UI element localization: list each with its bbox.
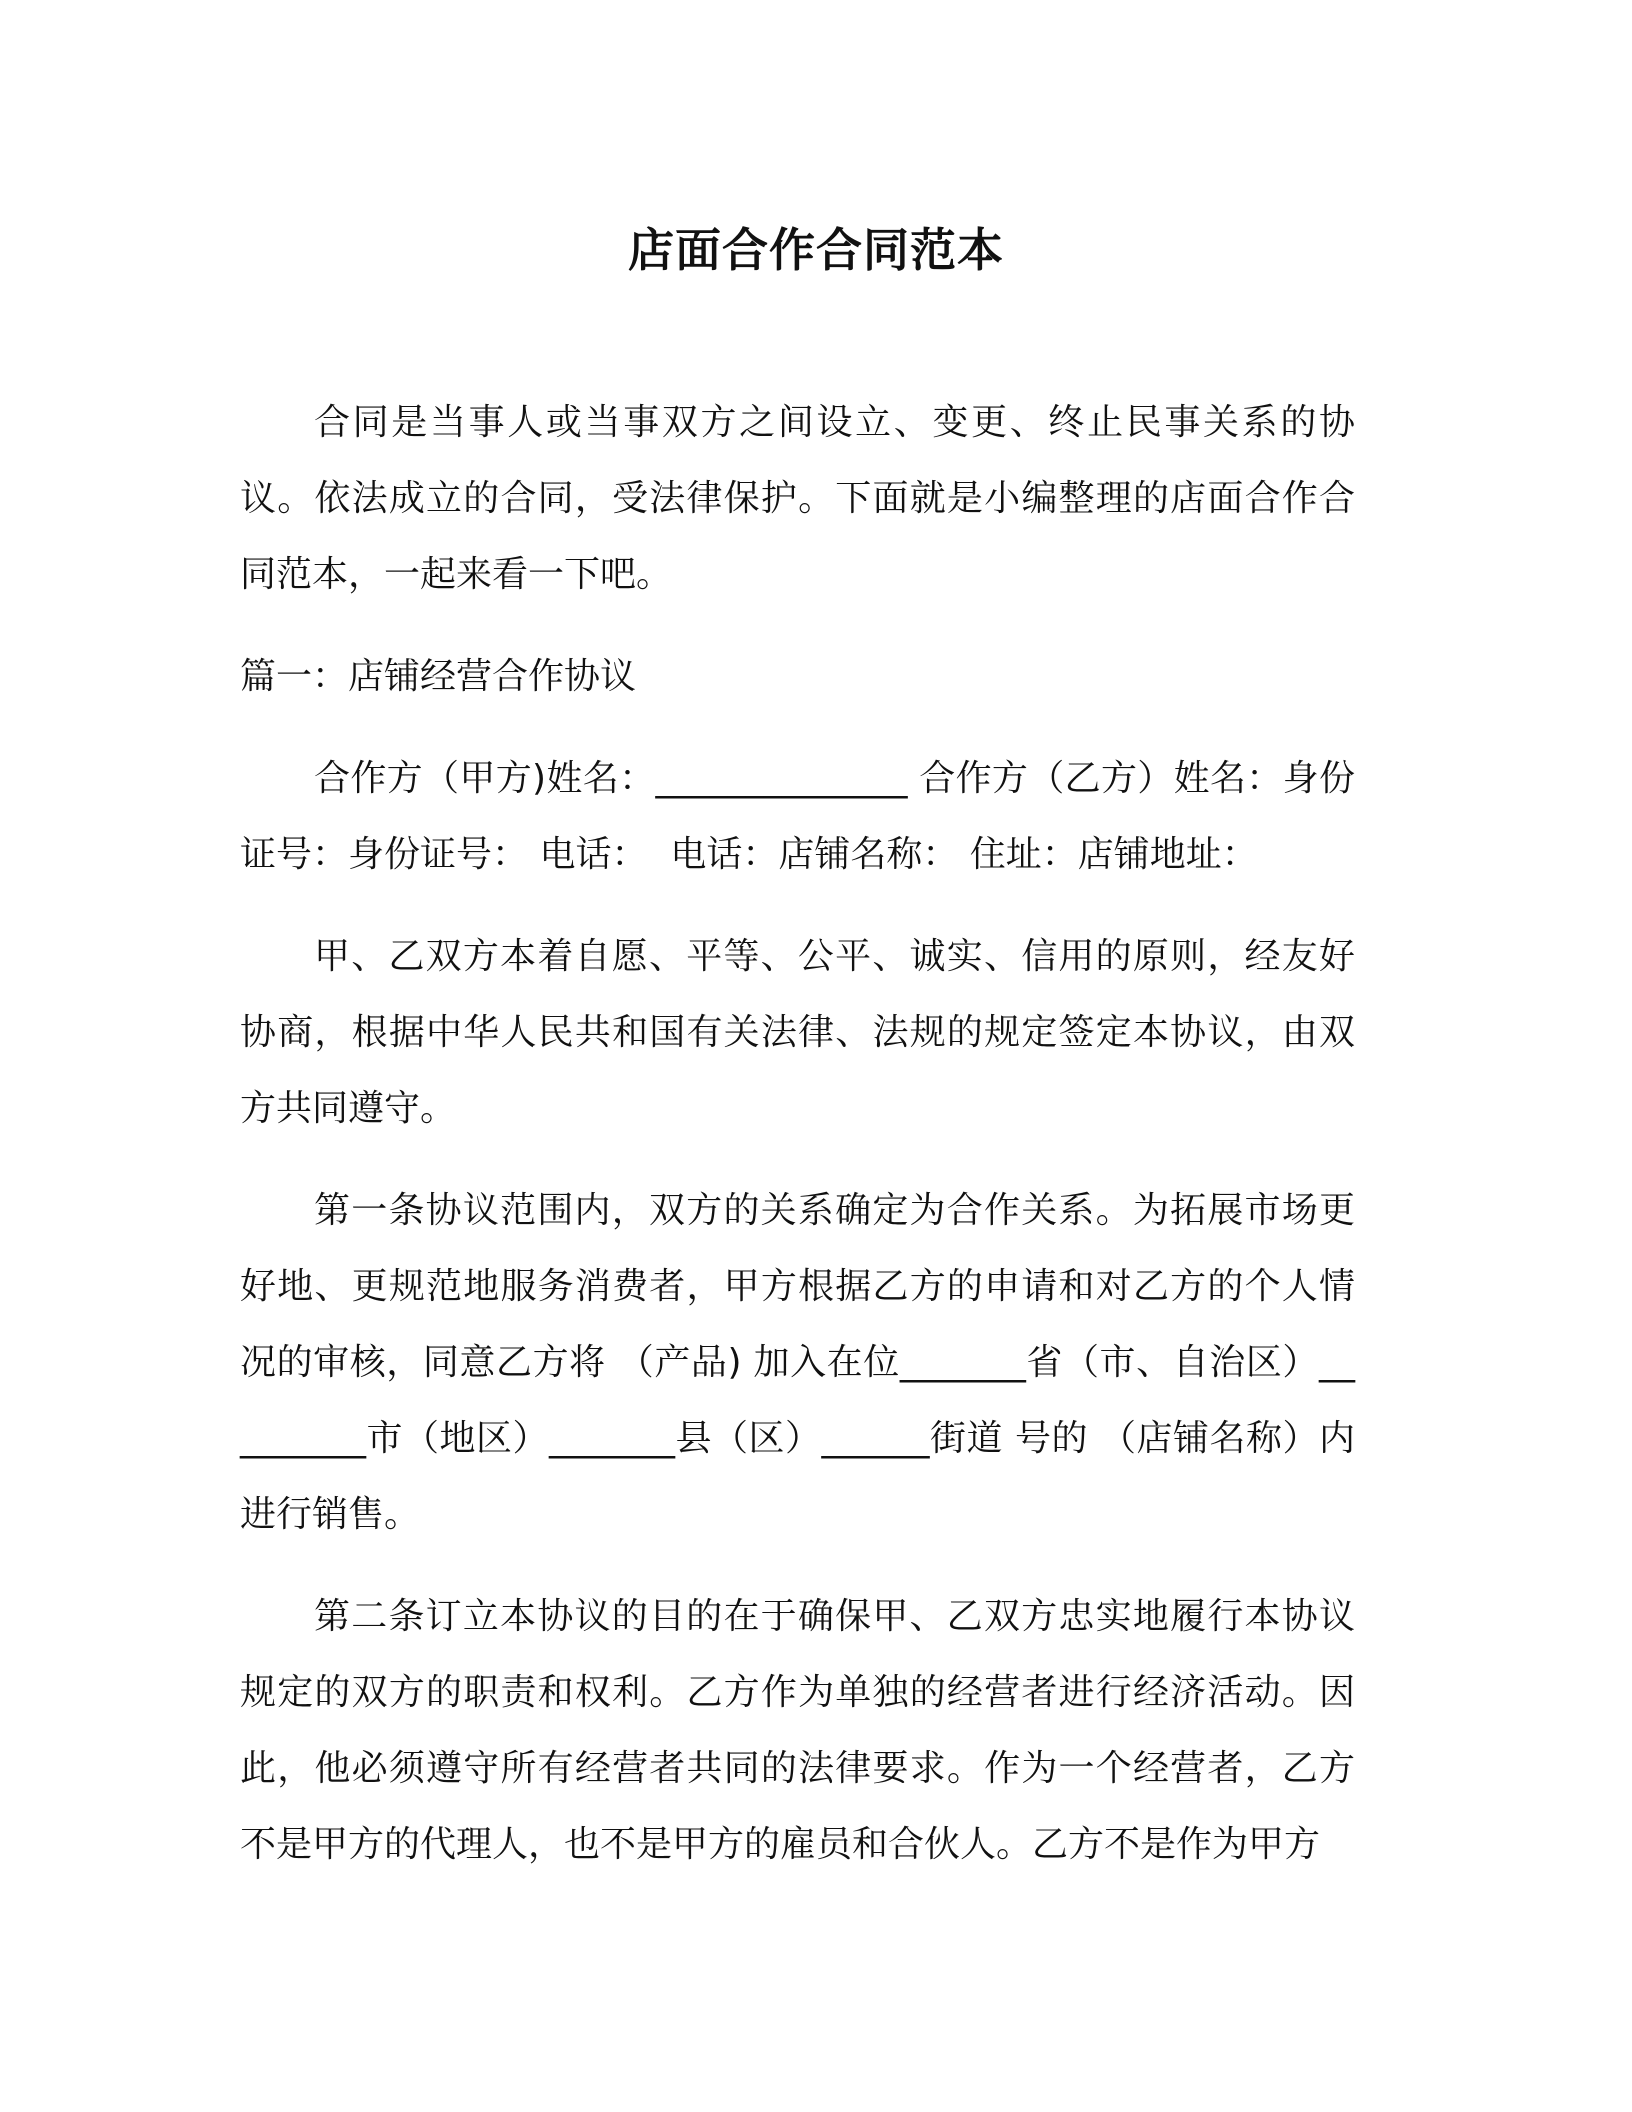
paragraph-article-2: 第二条订立本协议的目的在于确保甲、乙双方忠实地履行本协议规定的双方的职责和权利。乙方作为单独的经营者进行经济活动。因此，他必须遵守所有经营者共同的法律要求。作为一个经营者，乙方不是甲方的代理人，也不是甲方的雇员和合伙人。乙方不是作为甲方 xyxy=(240,1596,1355,1865)
document-body xyxy=(240,385,1355,1909)
paragraph-article-1: 第一条协议范围内，双方的关系确定为合作关系。为拓展市场更好地、更规范地服务消费者，甲方根据乙方的申请和对乙方的个人情况的审核，同意乙方将 （产品) 加入在位_______省（市、自治区）_________市（地区）_______县（区）______街道 号的 （店铺名称）内进行销售。 xyxy=(240,1190,1355,1535)
document-title: 店面合作合同范本 xyxy=(628,223,1004,277)
paragraph-intro: 合同是当事人或当事双方之间设立、变更、终止民事关系的协议。依法成立的合同，受法律保护。下面就是小编整理的店面合作合同范本，一起来看一下吧。 xyxy=(240,402,1355,595)
paragraph-principles: 甲、乙双方本着自愿、平等、公平、诚实、信用的原则，经友好协商，根据中华人民共和国有关法律、法规的规定签定本协议，由双方共同遵守。 xyxy=(240,936,1355,1129)
paragraph-parties: 合作方（甲方)姓名：______________ 合作方（乙方）姓名：身份证号：身份证号： 电话： 电话：店铺名称： 住址：店铺地址： xyxy=(240,758,1355,875)
section-heading: 篇一：店铺经营合作协议 xyxy=(240,656,637,697)
